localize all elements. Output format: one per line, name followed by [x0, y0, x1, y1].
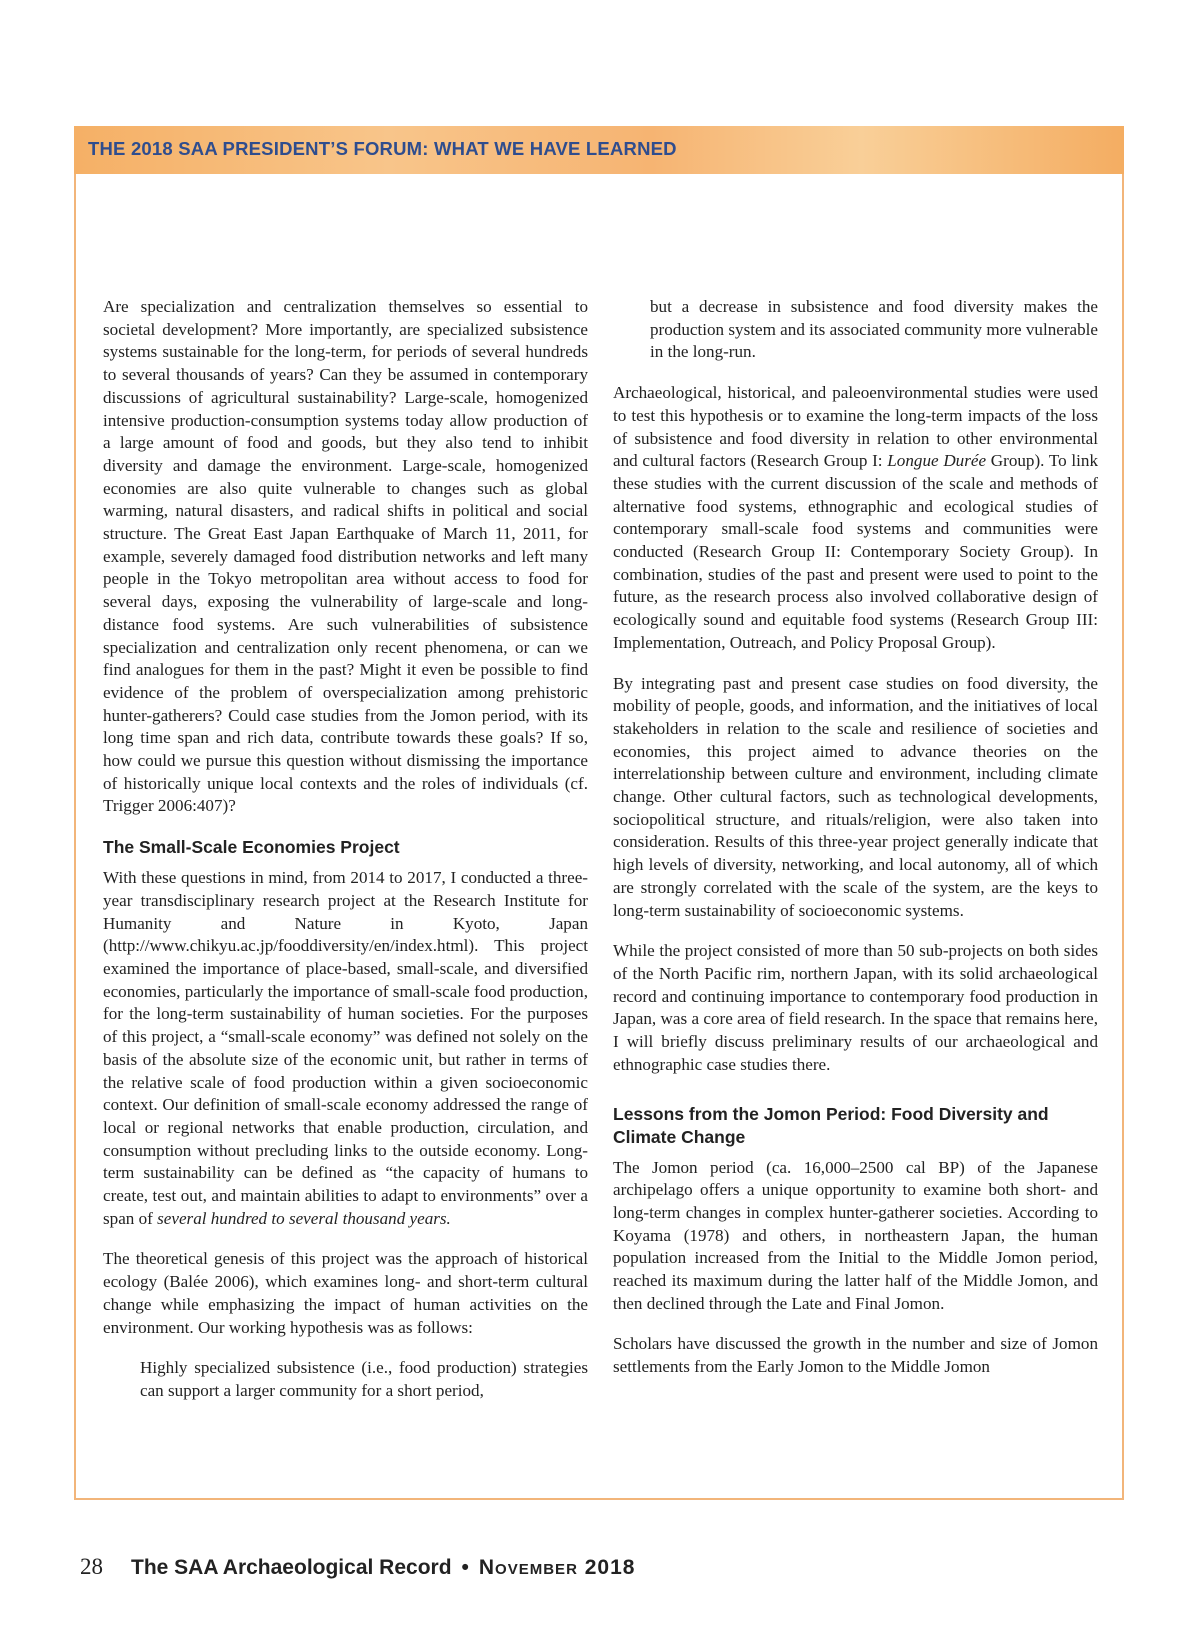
issue-date: November 2018 — [478, 1556, 636, 1579]
hypothesis-quote-end — [650, 296, 1098, 364]
right-paragraph-5: Scholars have discussed the growth in the number and size of Jomon settlements from the Early Jomon to the Middle Jomon — [613, 1334, 1098, 1377]
right-paragraph-3: While the project consisted of more than 50 sub-projects on both sides of the North Pacific rim, northern Japan, with its solid archaeological record and continuing importance to contemporary food production in Japan, was a core area of field research. In the space that remains here, I will briefly discuss preliminary results of our archaeological and ethnographic case studies there. — [613, 941, 1098, 1074]
page-footer — [80, 1554, 635, 1580]
section-heading-jomon: Lessons from the Jomon Period: Food Diversity and Climate Change — [613, 1103, 1049, 1147]
section-banner — [74, 126, 1124, 174]
banner-title: THE 2018 SAA PRESIDENT’S FORUM: WHAT WE HAVE LEARNED — [88, 138, 677, 159]
page-number: 28 — [80, 1554, 103, 1579]
left-paragraph-3: The theoretical genesis of this project was the approach of historical ecology (Balée 2006), which examines long- and short-term cultural change while emphasizing the impact of human activities on the environment. Our working hypothesis was as follows: — [103, 1249, 588, 1337]
publication-title: The SAA Archaeological Record — [131, 1556, 452, 1579]
section-heading-small-scale: The Small-Scale Economies Project — [103, 837, 400, 858]
right-paragraph-1-a: Archaeological, historical, and paleoenvironmental studies were used to test this hypothesis or to examine the long-term impacts of the loss of subsistence and food diversity in relation to other environmental and cultural factors (Research Group I: — [613, 383, 1098, 471]
right-paragraph-1-b: Group). To link these studies with the current discussion of the scale and methods of alternative food systems, ethnographic and ecological studies of contemporary small-scale food systems and communities were conducted (Research Group II: Contemporary Society Group). In combination, studies of the past and present were used to point to the future, as the research process also involved collaborative design of ecologically sound and equitable food systems (Research Group III: Implementation, Outreach, and Policy Proposal Group). — [613, 451, 1098, 652]
left-paragraph-2 — [103, 867, 588, 1230]
right-paragraph-1 — [613, 382, 1098, 654]
right-paragraph-2: By integrating past and present case studies on food diversity, the mobility of people, goods, and information, and the initiatives of local stakeholders in relation to the scale and resilience of societies and economies, this project aimed to advance theories on the interrelationship between culture and environment, including climate change. Other cultural factors, such as technological developments, sociopolitical structure, and rituals/religion, were also taken into consideration. Results of this three-year project generally indicate that high levels of diversity, networking, and local autonomy, all of which are strongly correlated with the scale of the system, are the keys to long-term sustainability of socioeconomic systems. — [613, 673, 1098, 920]
left-column — [103, 296, 588, 1421]
footer-bullet: • — [461, 1556, 469, 1579]
right-paragraph-1-italic: Longue Durée — [887, 451, 987, 471]
left-paragraph-1: Are specialization and centralization themselves so essential to societal development? More importantly, are specialized subsistence systems sustainable for the long-term, for periods of several hundreds to several thousands of years? Can they be assumed in contemporary discussions of agricultural sustainability? Large-scale, homogenized intensive production-consumption systems today allow production of a large amount of food and goods, but they also tend to inhibit diversity and damage the environment. Large-scale, homogenized economies are also quite vulnerable to changes such as global warming, natural disasters, and radical shifts in political and social structure. The Great East Japan Earthquake of March 11, 2011, for example, severely damaged food distribution networks and left many people in the Tokyo metropolitan area without access to food for several days, exposing the vulnerability of large-scale and long-distance food systems. Are such vulnerabilities of subsistence specialization and centralization only recent phenomena, or can we find analogues for them in the past? Might it even be possible to find evidence of the problem of overspecialization among prehistoric hunter-gatherers? Could case studies from the Jomon period, with its long time span and rich data, contribute towards these goals? If so, how could we pursue this question without dismissing the importance of historically unique local contexts and the roles of individuals (cf. Trigger 2006:407)? — [103, 297, 588, 816]
right-paragraph-4: The Jomon period (ca. 16,000–2500 cal BP) of the Japanese archipelago offers a unique opportunity to examine both short- and long-term changes in complex hunter-gatherer societies. According to Koyama (1978) and others, in northeastern Japan, the human population increased from the Initial to the Middle Jomon period, reached its maximum during the latter half of the Middle Jomon, and then declined through the Late and Final Jomon. — [613, 1157, 1098, 1313]
quote-text-end: but a decrease in subsistence and food diversity makes the production system and its associated community more vulnerable in the long-run. — [650, 297, 1098, 362]
right-column — [613, 296, 1098, 1379]
left-paragraph-2-text: With these questions in mind, from 2014 to 2017, I conducted a three-year transdisciplinary research project at the Research Institute for Humanity and Nature in Kyoto, Japan (http://www.chikyu.ac.jp/fooddiversity/en/index.html). This project examined the importance of place-based, small-scale, and diversified economies, particularly the importance of small-scale food production, for the long-term sustainability of human societies. For the purposes of this project, a “small-scale economy” was defined not solely on the basis of the absolute size of the economic unit, but rather in terms of the relative scale of food production within a given socioeconomic context. Our definition of small-scale economy addressed the range of local or regional networks that enable production, circulation, and consumption without precluding links to the outside economy. Long-term sustainability can be defined as “the capacity of humans to create, test out, and maintain abilities to adapt to environments” over a span of — [103, 868, 588, 1228]
quote-text-start: Highly specialized subsistence (i.e., food production) strategies can support a larger community for a short period, — [140, 1358, 588, 1400]
left-paragraph-2-italic: several hundred to several thousand years. — [157, 1208, 451, 1228]
hypothesis-quote-start — [140, 1357, 588, 1402]
